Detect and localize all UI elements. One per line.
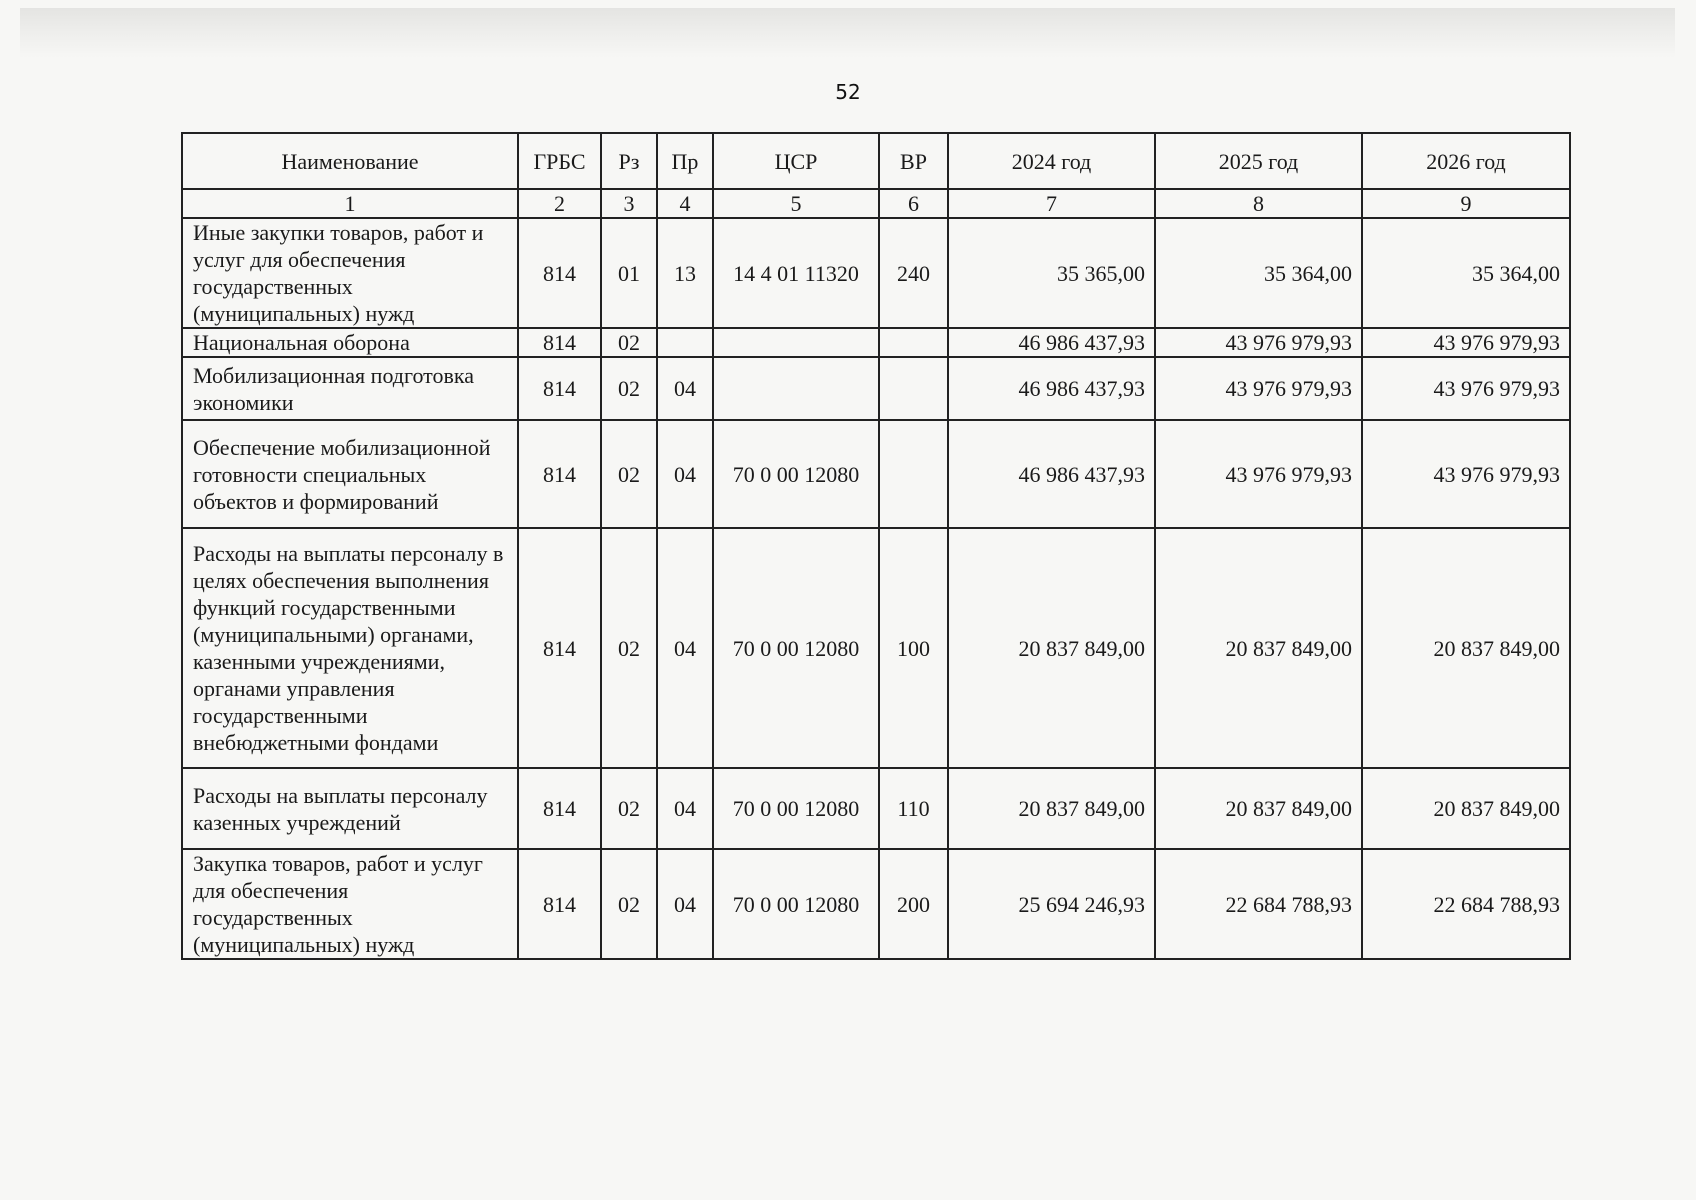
header-csr: ЦСР	[713, 133, 879, 189]
column-number: 8	[1155, 189, 1362, 218]
column-number: 1	[182, 189, 518, 218]
row-name: Иные закупки товаров, работ и услуг для обеспечения государственных (муниципальных) нужд	[182, 218, 518, 328]
column-number-row	[182, 189, 1570, 218]
column-number: 4	[657, 189, 713, 218]
row-2026: 35 364,00	[1362, 218, 1570, 328]
row-vr	[879, 328, 948, 357]
row-2026: 43 976 979,93	[1362, 420, 1570, 528]
column-number: 3	[601, 189, 657, 218]
column-number: 5	[713, 189, 879, 218]
row-name: Расходы на выплаты персоналу в целях обеспечения выполнения функций государственными (муниципальными) органами, казенными учреждениями, органами управления государственными внебюджетными фондами	[182, 528, 518, 768]
page-number: 52	[835, 80, 861, 104]
row-name: Закупка товаров, работ и услуг для обеспечения государственных (муниципальных) нужд	[182, 849, 518, 959]
row-csr	[713, 328, 879, 357]
row-2026: 22 684 788,93	[1362, 849, 1570, 959]
row-2024: 20 837 849,00	[948, 528, 1155, 768]
row-rz: 02	[601, 528, 657, 768]
budget-table	[181, 132, 1571, 960]
header-row	[182, 133, 1570, 189]
header-2026: 2026 год	[1362, 133, 1570, 189]
header-2024: 2024 год	[948, 133, 1155, 189]
table-row	[182, 528, 1570, 768]
row-2025: 20 837 849,00	[1155, 528, 1362, 768]
row-pr: 04	[657, 420, 713, 528]
row-grbs: 814	[518, 528, 601, 768]
table-row	[182, 849, 1570, 959]
table-row	[182, 218, 1570, 328]
row-2024: 46 986 437,93	[948, 328, 1155, 357]
header-rz: Рз	[601, 133, 657, 189]
row-2026: 43 976 979,93	[1362, 357, 1570, 420]
row-2025: 43 976 979,93	[1155, 328, 1362, 357]
column-number: 9	[1362, 189, 1570, 218]
row-pr: 04	[657, 849, 713, 959]
row-2024: 46 986 437,93	[948, 420, 1155, 528]
header-pr: Пр	[657, 133, 713, 189]
row-name: Расходы на выплаты персоналу казенных учреждений	[182, 768, 518, 849]
row-rz: 02	[601, 849, 657, 959]
row-rz: 02	[601, 420, 657, 528]
row-pr: 13	[657, 218, 713, 328]
row-vr: 200	[879, 849, 948, 959]
row-csr: 70 0 00 12080	[713, 528, 879, 768]
row-2024: 20 837 849,00	[948, 768, 1155, 849]
row-csr: 70 0 00 12080	[713, 420, 879, 528]
row-grbs: 814	[518, 420, 601, 528]
table-row	[182, 420, 1570, 528]
header-grbs: ГРБС	[518, 133, 601, 189]
row-2025: 22 684 788,93	[1155, 849, 1362, 959]
row-2026: 20 837 849,00	[1362, 768, 1570, 849]
row-rz: 02	[601, 328, 657, 357]
row-rz: 02	[601, 357, 657, 420]
row-pr: 04	[657, 528, 713, 768]
row-grbs: 814	[518, 357, 601, 420]
row-vr	[879, 420, 948, 528]
table-row	[182, 328, 1570, 357]
row-grbs: 814	[518, 328, 601, 357]
row-2024: 46 986 437,93	[948, 357, 1155, 420]
row-2025: 43 976 979,93	[1155, 420, 1362, 528]
row-pr	[657, 328, 713, 357]
row-grbs: 814	[518, 849, 601, 959]
row-2026: 43 976 979,93	[1362, 328, 1570, 357]
row-grbs: 814	[518, 768, 601, 849]
row-pr: 04	[657, 357, 713, 420]
row-vr: 240	[879, 218, 948, 328]
row-rz: 01	[601, 218, 657, 328]
row-name: Обеспечение мобилизационной готовности специальных объектов и формирований	[182, 420, 518, 528]
header-vr: ВР	[879, 133, 948, 189]
row-pr: 04	[657, 768, 713, 849]
row-grbs: 814	[518, 218, 601, 328]
column-number: 6	[879, 189, 948, 218]
column-number: 2	[518, 189, 601, 218]
table-row	[182, 768, 1570, 849]
row-vr: 110	[879, 768, 948, 849]
row-name: Национальная оборона	[182, 328, 518, 357]
row-csr	[713, 357, 879, 420]
header-name: Наименование	[182, 133, 518, 189]
row-csr: 70 0 00 12080	[713, 849, 879, 959]
scan-edge-shadow	[20, 8, 1675, 58]
row-2024: 35 365,00	[948, 218, 1155, 328]
header-2025: 2025 год	[1155, 133, 1362, 189]
row-vr	[879, 357, 948, 420]
row-csr: 14 4 01 11320	[713, 218, 879, 328]
row-2024: 25 694 246,93	[948, 849, 1155, 959]
row-2025: 43 976 979,93	[1155, 357, 1362, 420]
column-number: 7	[948, 189, 1155, 218]
row-2026: 20 837 849,00	[1362, 528, 1570, 768]
row-2025: 35 364,00	[1155, 218, 1362, 328]
row-vr: 100	[879, 528, 948, 768]
row-csr: 70 0 00 12080	[713, 768, 879, 849]
row-2025: 20 837 849,00	[1155, 768, 1362, 849]
table-row	[182, 357, 1570, 420]
row-rz: 02	[601, 768, 657, 849]
row-name: Мобилизационная подготовка экономики	[182, 357, 518, 420]
